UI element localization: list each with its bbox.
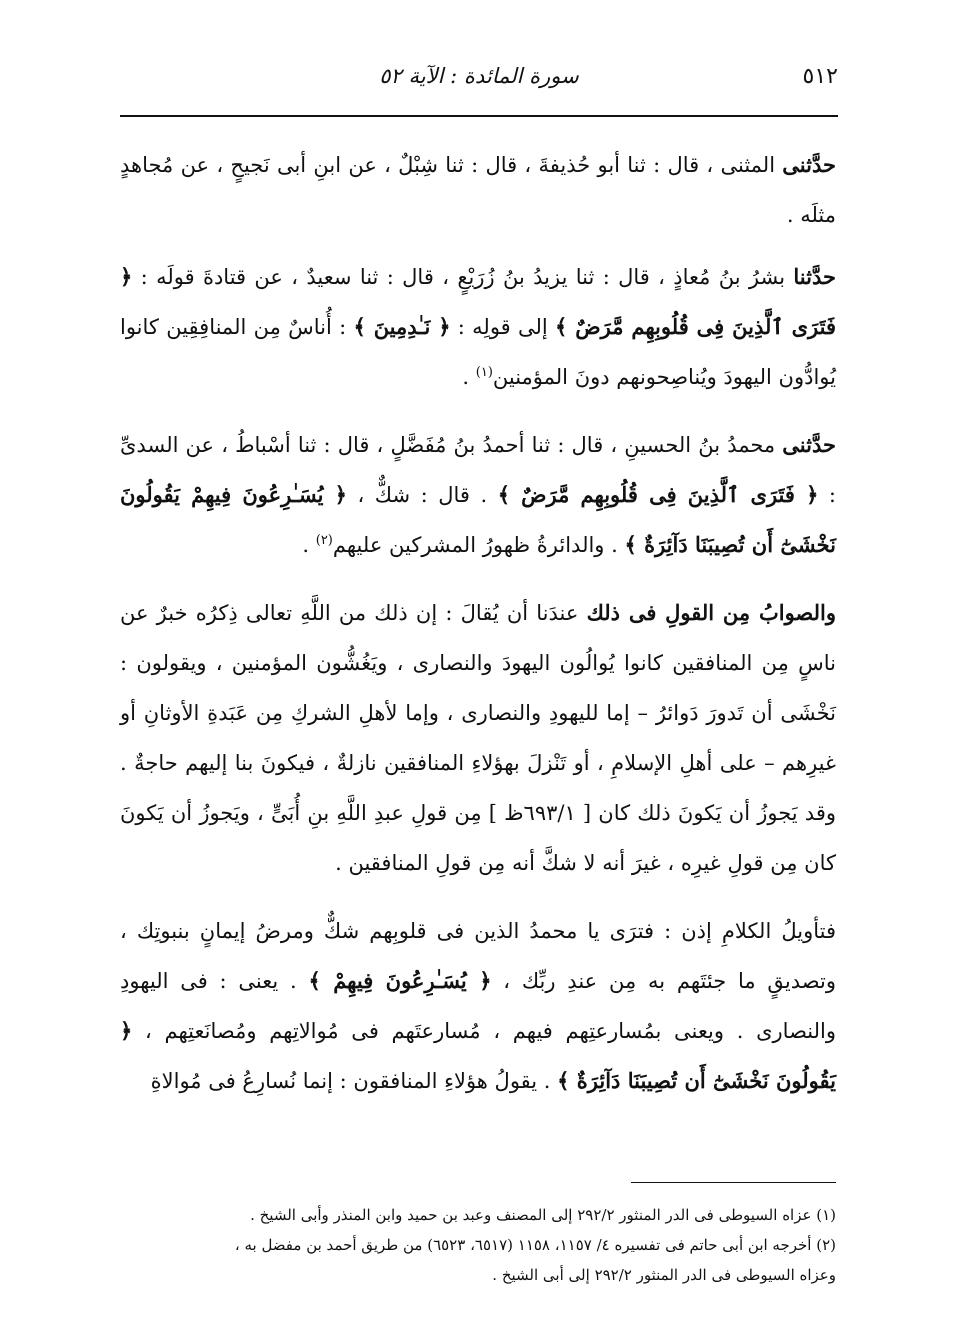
paragraph-text: محمدُ بنُ الحسينِ ، قال : ثنا أحمدُ بنُ مُفَضَّلٍ ، قال : ثنا أسْباطُ ، عن السدىِّ :: [120, 433, 836, 507]
main-text: [120, 140, 836, 1124]
paragraph-text: . قال : شكٌّ ،: [346, 483, 498, 507]
paragraph-end: .: [302, 533, 316, 557]
paragraph-text: . يقولُ هؤلاءِ المنافقون : إنما نُسارِعُ فى مُوالاةِ: [150, 1069, 558, 1093]
footnote-1: (١) عزاه السيوطى فى الدر المنثور ٢٩٢/٢ إلى المصنف وعبد بن حميد وابن المنذر وأبى الشيخ .: [250, 1206, 836, 1224]
quran-verse: ﴿ يُسَـٰرِعُونَ فِيهِمْ ﴾: [308, 968, 492, 993]
paragraph-text: فتأويلُ الكلامِ إذن : فترَى يا محمدُ الذين فى قلوبِهم شكٌّ ومرضُ إيمانٍ بنبوتِك ، وتصديقٍ ما جئتَهم به مِن عندِ ربِّك ،: [120, 919, 836, 993]
paragraph-text: المثنى ، قال : ثنا أبو حُذيفةَ ، قال : ثنا شِبْلٌ ، عن ابنِ أبى نَجيحٍ ، عن مُجاهدٍ مثلَه .: [120, 153, 836, 227]
paragraph-1: [120, 140, 836, 240]
footnote-marker[interactable]: (١): [475, 365, 493, 380]
footnote-2-continued: وعزاه السيوطى فى الدر المنثور ٢٩٢/٢ إلى أبى الشيخ .: [492, 1266, 836, 1284]
quran-verse: ﴿ نَـٰدِمِينَ ﴾: [353, 314, 451, 339]
paragraph-text: إلى قولِه :: [450, 315, 556, 339]
paragraph-text: بشرُ بنُ مُعاذٍ ، قال : ثنا يزيدُ بنُ زُرَيْعٍ ، قال : ثنا سعيدٌ ، عن قتادةَ قولَه :: [132, 265, 794, 289]
paragraph-lead: حدَّثنى: [782, 432, 836, 457]
paragraph-text: عندَنا أن يُقالَ : إن ذلك من اللَّهِ تعالى ذِكرُه خبرٌ عن ناسٍ مِن المنافقين كانوا يُوالُون اليهودَ والنصارى ، ويَغُشُّون المؤمنين ، ويقولون : نَخْشَى أن تَدورَ دَوائرُ – إما لليهودِ والنصارى ، وإما لأهلِ الشركِ مِن عَبَدةِ الأوثانِ أو غيرِهم – على أهلِ الإسلامِ ، أو تَنْزلَ بهؤلاءِ المنافقين نازلةٌ ، فيكونَ بنا إليهم حاجةٌ . وقد يَجوزُ أن يَكونَ ذلك كان [ ٦٩٣/١ظ ] مِن قولِ عبدِ اللَّهِ بنِ أُبَىٍّ ، ويَجوزُ أن يَكونَ كان مِن قولِ غيرِه ، غيرَ أنه لا شكَّ أنه مِن قولِ المنافقين .: [120, 601, 836, 875]
footnote-rule: [631, 1182, 836, 1183]
footnotes: [120, 1200, 836, 1290]
paragraph-5: [120, 906, 836, 1106]
paragraph-lead: حدَّثنا: [793, 264, 836, 289]
paragraph-end: .: [462, 365, 476, 389]
paragraph-4: [120, 588, 836, 888]
quran-verse: ﴿ فَتَرَى ٱلَّذِينَ فِى قُلُوبِهِم مَّرَضٌ ﴾: [120, 264, 836, 339]
quran-verse: ﴿ فَتَرَى ٱلَّذِينَ فِى قُلُوبِهِم مَّرَضٌ ﴾: [497, 482, 819, 507]
footnote-2: (٢) أخرجه ابن أبى حاتم فى تفسيره ٤/ ١١٥٧، ١١٥٨ (٦٥١٧، ٦٥٢٣) من طريق أحمد بن مفضل به ،: [234, 1236, 836, 1254]
paragraph-text: . والدائرةُ ظهورُ المشركين عليهم: [332, 533, 625, 557]
paragraph-text: . يعنى : فى اليهودِ والنصارى . ويعنى بمُسارعتِهم فيهم ، مُسارعتَهم فى مُوالاتِهم ومُصانَعتِهم ،: [120, 969, 836, 1043]
running-title: سورة المائدة : الآية ٥٢: [379, 64, 579, 88]
paragraph-2: [120, 252, 836, 402]
header-rule: [120, 115, 838, 117]
paragraph-lead: والصوابُ مِن القولِ فى ذلك: [586, 600, 836, 625]
paragraph-lead: حدَّثنى: [782, 152, 836, 177]
paragraph-text: : أُناسٌ مِن المنافِقِين كانوا يُوادُّون اليهودَ ويُناصِحونهم دونَ المؤمنين: [120, 315, 836, 389]
page-number: ٥١٢: [802, 64, 838, 89]
footnote-marker[interactable]: (٢): [315, 533, 333, 548]
paragraph-3: [120, 420, 836, 570]
quran-verse: ﴿ يُسَـٰرِعُونَ فِيهِمْ يَقُولُونَ نَخْشَىٰٓ أَن تُصِيبَنَا دَآئِرَةٌ ﴾: [120, 482, 836, 557]
page-header: [120, 58, 838, 98]
quran-verse: ﴿ يَقُولُونَ نَخْشَىٰٓ أَن تُصِيبَنَا دَآئِرَةٌ ﴾: [120, 1018, 836, 1093]
